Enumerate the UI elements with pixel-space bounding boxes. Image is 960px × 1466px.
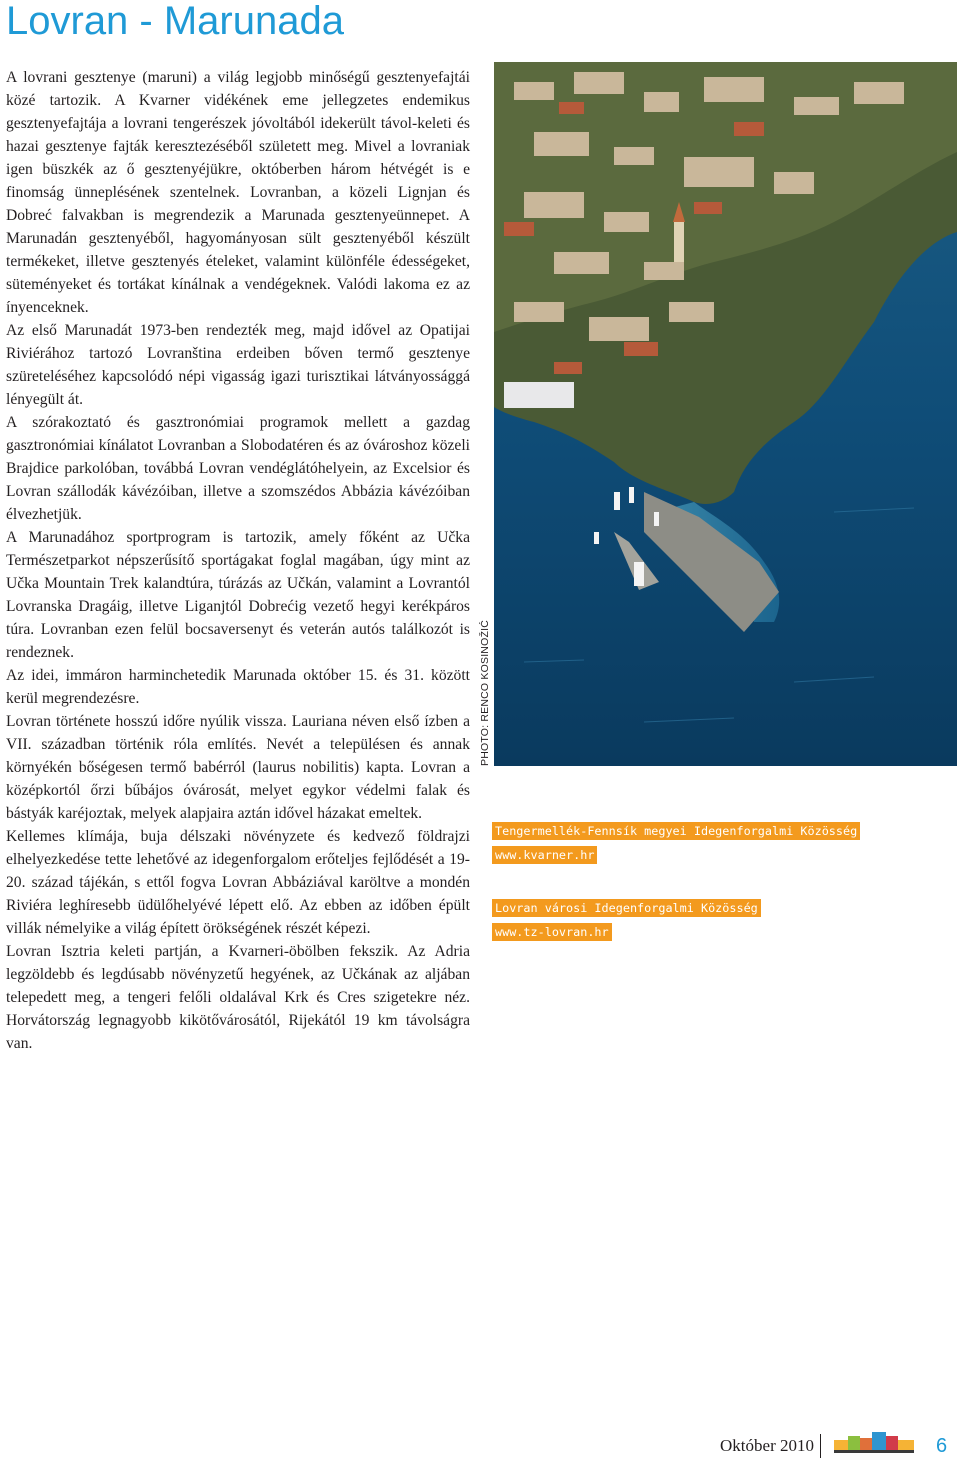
article-paragraph: A szórakoztató és gasztronómiai programok mellett a gazdag gasztronómiai kínálatot Lovranban a Slobodatéren és az óvároshoz közeli Brajdice parkolóban, továbbá Lovran vendéglátóhelyein, az Excelsior és Lovran szállodák kávézóiban, illetve a szomszédos Abbázia kávézóiban élvezhetjük. xyxy=(6,414,470,523)
article-paragraph: Az idei, immáron harminchetedik Marunada október 15. és 31. között kerül megrendezésre. xyxy=(6,667,470,707)
contact-block-kvarner xyxy=(492,822,956,864)
article-paragraph: Lovran Isztria keleti partján, a Kvarneri-öbölben fekszik. Az Adria legzöldebb és legdúsabb növényzetű hegyének, az Učkának az aljában telepedett meg, a tengeri felőli oldalával Krk és Cres szigetekre néz. Horvátország legnagyobb kikötővárosától, Rijekától 19 km távolságra van. xyxy=(6,943,470,1052)
contact-block-lovran xyxy=(492,899,956,941)
footer-divider xyxy=(820,1434,821,1458)
page-number: 6 xyxy=(936,1435,948,1457)
aerial-photo-lovran xyxy=(494,62,957,766)
article-paragraph: Kellemes klímája, buja délszaki növényzete és kedvező földrajzi elhelyezkedése tette lehetővé az idegenforgalom erőteljes fejlődését a 19-20. század tájékán, s ettől fogva Lovran Abbáziával karöltve a mondén Riviéra leghíresebb üdülőhelyévé lépett elő. Az ebben az időben épült villák némelyike a világ épített örökségének részét képezi. xyxy=(6,828,470,937)
article-body xyxy=(6,66,470,1055)
article-paragraph: A lovrani gesztenye (maruni) a világ legjobb minőségű gesztenyefajtái közé tartozik. A Kvarner vidékének eme jellegzetes endemikus gesztenyefajtája a lovrani tengerészek jóvoltából idekerült távol-keleti és hazai gesztenye fajták keresztezéséből született meg. Mivel a lovraniak igen büszkék az ő gesztenyéjükre, októberben három hétvégét is e finomság ünneplésének szentelnek. Lovranban, a közeli Lignjan és Dobreć falvakban is megrendezik a Marunada gesztenyeünnepet. A Marunadán gesztenyéből, hagyományosan sült gesztenyéből készült termékeket, illetve gesztenyés ételeket, valamint különféle édességeket, süteményeket és tortákat kínálnak a vendégeknek. Valódi lakoma ez az ínyenceknek. xyxy=(6,69,470,316)
article-paragraph: A Marunadához sportprogram is tartozik, amely főként az Učka Természetparkot népszerűsítő sportágakat foglal magában, úgy mint az Učka Mountain Trek kalandtúra, túrázás az Učkán, valamint a Lovrantól Lovranska Dragáig, illetve Liganjtól Dobrećig vezető hegyi kerékpáros túra. Lovranban ezen felül bocsaversenyt és veterán autós találkozót is rendeznek. xyxy=(6,529,470,661)
photo-credit: PHOTO: RENCO KOSINOŽIĆ xyxy=(479,620,491,766)
contact-link[interactable]: www.tz-lovran.hr xyxy=(492,923,612,941)
contact-link[interactable]: www.kvarner.hr xyxy=(492,846,597,864)
page-title: Lovran - Marunada xyxy=(6,0,344,43)
publisher-logo-icon xyxy=(834,1428,922,1454)
footer-date: Október 2010 xyxy=(720,1436,814,1455)
article-paragraph: Lovran története hosszú időre nyúlik vissza. Lauriana néven első ízben a VII. században történik róla említés. Nevét a településen és annak környékén bőségesen termő babérról (laurus nobilitis) kapta. Lovran a középkortól őrzi bűbájos óvárosát, melyet egykor védelmi falak és bástyák karéjoztak, melyek alapjaira aztán idővel házakat emeltek. xyxy=(6,713,470,822)
contact-name: Lovran városi Idegenforgalmi Közösség xyxy=(492,899,761,917)
article-paragraph: Az első Marunadát 1973-ben rendezték meg, majd idővel az Opatijai Riviérához tartozó Lovranština erdeiben bőven termő gesztenye szüreteléséhez kapcsolódó népi vigasság igazi turisztikai látványossággá lényegült át. xyxy=(6,322,470,408)
contact-name: Tengermellék-Fennsík megyei Idegenforgalmi Közösség xyxy=(492,822,860,840)
